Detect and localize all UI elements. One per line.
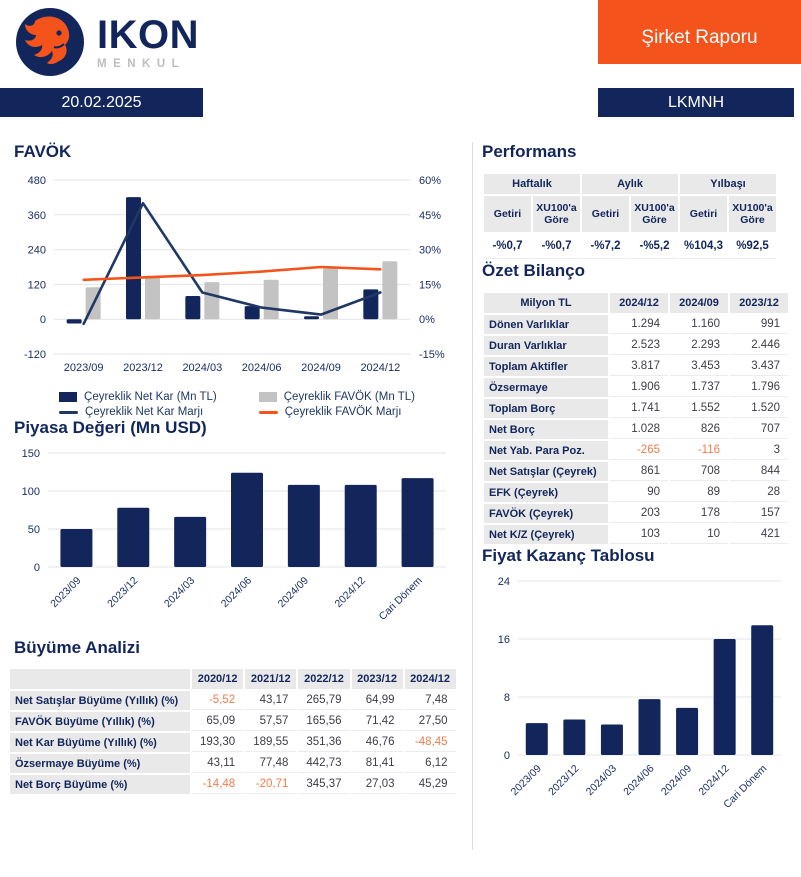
performance-value: -%5,2 [631,234,678,259]
table-row [484,196,776,232]
bar [382,261,397,319]
cell-value: 2.523 [610,336,668,355]
svg-text:2024/03: 2024/03 [161,574,198,610]
svg-text:-15%: -15% [419,349,445,361]
chart-svg [8,443,460,633]
table-row [484,504,788,523]
ticker-badge: LKMNH [598,88,794,117]
cell-value: 442,73 [298,754,349,773]
cell-value: 81,41 [352,754,403,773]
period-group-header: Aylık [582,174,678,194]
cell-value: 43,17 [245,691,296,710]
report-type-badge: Şirket Raporu [598,0,801,64]
column-header: 2022/12 [298,669,349,689]
column-header [10,669,190,689]
svg-text:0: 0 [39,314,46,327]
cell-value: -20,71 [245,775,296,794]
cell-value: 178 [670,504,728,523]
svg-text:240: 240 [27,244,46,257]
table-row [10,669,456,689]
cell-value: 1.796 [730,378,788,397]
cell-value: 708 [670,462,728,481]
cell-value: 2.446 [730,336,788,355]
row-label: Toplam Borç [484,399,608,418]
legend-swatch-icon [59,411,78,414]
bar [288,485,320,567]
cell-value: 351,36 [298,733,349,752]
table-row [484,336,788,355]
row-label: Toplam Aktifler [484,357,608,376]
bar [145,276,160,320]
column-header: 2024/12 [610,293,668,313]
svg-text:480: 480 [27,175,46,187]
svg-text:2024/03: 2024/03 [583,762,620,798]
row-label: Net Satışlar (Çeyrek) [484,462,608,481]
column-header: 2023/12 [352,669,403,689]
table-row [484,378,788,397]
cell-value: 1.028 [610,420,668,439]
bar [402,478,434,567]
metric-header: Getiri [484,196,531,232]
bar [526,723,548,755]
table-row [10,712,456,731]
legend-label: Çeyreklik FAVÖK (Mn TL) [283,391,415,403]
table-row [484,293,788,313]
cell-value: 165,56 [298,712,349,731]
svg-text:2024/06: 2024/06 [218,574,255,610]
svg-text:16: 16 [497,634,510,646]
cell-value: 7,48 [405,691,456,710]
svg-text:60%: 60% [419,175,442,187]
period-group-header: Yılbaşı [680,174,776,194]
metric-header: XU100'a Göre [533,196,580,232]
legend-label: Çeyreklik Net Kar (Mn TL) [84,391,217,403]
svg-text:15%: 15% [419,279,442,292]
metric-header: XU100'a Göre [631,196,678,232]
row-label: Net K/Z (Çeyrek) [484,525,608,544]
cell-value: 3 [730,441,788,460]
svg-text:2024/12: 2024/12 [360,362,401,374]
bar [264,280,279,319]
cell-value: 103 [610,525,668,544]
row-label: Net Kar Büyüme (Yıllık) (%) [10,733,190,752]
svg-text:2023/09: 2023/09 [63,362,104,374]
cell-value: 844 [730,462,788,481]
bar [714,639,736,755]
performance-table [482,172,778,261]
metric-header: Getiri [582,196,629,232]
brand-logo [14,6,199,78]
bar [751,625,773,755]
section-title-performans: Performans [482,142,577,161]
brand-subtitle: MENKUL [97,57,186,70]
table-row [484,174,776,194]
report-date: 20.02.2025 [0,88,203,117]
cell-value: 826 [670,420,728,439]
column-header: 2023/12 [730,293,788,313]
table-row [484,483,788,502]
section-title-buyume: Büyüme Analizi [14,638,140,657]
svg-text:120: 120 [27,279,46,292]
bar [174,517,206,567]
table-row [484,525,788,544]
svg-text:-120: -120 [23,349,46,361]
svg-text:Cari Dönem: Cari Dönem [721,762,770,811]
cell-value: -265 [610,441,668,460]
cell-value: 3.437 [730,357,788,376]
cell-value: 77,48 [245,754,296,773]
svg-text:0: 0 [33,562,40,574]
cell-value: 2.293 [670,336,728,355]
svg-text:2023/12: 2023/12 [105,574,141,610]
legend-item [259,391,415,403]
favok-combo-chart [8,170,466,389]
svg-text:2024/12: 2024/12 [332,574,368,610]
table-row [484,441,788,460]
bar [117,508,149,567]
legend-swatch-icon [259,411,278,414]
performance-value: -%7,2 [582,234,629,259]
svg-text:2024/09: 2024/09 [301,362,341,374]
section-title-favok: FAVÖK [14,142,72,161]
bar [601,725,623,755]
svg-text:2024/06: 2024/06 [241,362,282,374]
row-label: Net Yab. Para Poz. [484,441,608,460]
cell-value: 43,11 [192,754,243,773]
cell-value: 1.520 [730,399,788,418]
cell-value: 46,76 [352,733,403,752]
column-header: 2024/12 [405,669,456,689]
table-row [10,775,456,794]
svg-text:2024/09: 2024/09 [275,574,311,610]
cell-value: -116 [670,441,728,460]
row-label: Duran Varlıklar [484,336,608,355]
cell-value: -48,45 [405,733,456,752]
cell-value: 71,42 [352,712,403,731]
row-label: FAVÖK Büyüme (Yıllık) (%) [10,712,190,731]
performance-value: -%0,7 [533,234,580,259]
bar [639,699,661,755]
bar [676,708,698,755]
svg-text:45%: 45% [419,209,442,222]
cell-value: 157 [730,504,788,523]
svg-text:Cari Dönem: Cari Dönem [376,574,425,623]
bar [563,719,585,755]
svg-text:50: 50 [27,524,40,536]
chart-svg [8,170,460,384]
svg-text:360: 360 [27,209,46,222]
table-row [484,399,788,418]
lion-logo-icon [14,6,86,78]
cell-value: 707 [730,420,788,439]
bar [345,485,377,567]
svg-text:2024/06: 2024/06 [621,762,657,798]
section-title-fk: Fiyat Kazanç Tablosu [482,546,655,565]
row-label: EFK (Çeyrek) [484,483,608,502]
svg-text:2024/12: 2024/12 [696,762,732,798]
bar [67,319,82,323]
bar [185,296,200,319]
svg-text:100: 100 [21,486,40,498]
table-row [10,754,456,773]
right-column [482,142,796,824]
table-row [484,357,788,376]
cell-value: 3.453 [670,357,728,376]
cell-value: 10 [670,525,728,544]
svg-text:30%: 30% [419,244,442,257]
table-row [10,733,456,752]
svg-text:8: 8 [503,692,510,704]
market-cap-chart [8,443,466,638]
cell-value: 1.741 [610,399,668,418]
svg-text:150: 150 [21,448,40,460]
row-label: FAVÖK (Çeyrek) [484,504,608,523]
legend-item [59,406,217,418]
column-header: 2020/12 [192,669,243,689]
cell-value: 189,55 [245,733,296,752]
svg-text:2024/03: 2024/03 [182,362,223,374]
left-column [8,142,466,796]
column-header: Milyon TL [484,293,608,313]
row-label: Net Borç Büyüme (%) [10,775,190,794]
row-label: Özsermaye [484,378,608,397]
cell-value: 64,99 [352,691,403,710]
svg-text:2024/09: 2024/09 [658,762,695,798]
legend-swatch-icon [259,392,277,402]
table-row [484,315,788,334]
cell-value: 90 [610,483,668,502]
bar [245,306,260,319]
column-header: 2024/09 [670,293,728,313]
legend-item [259,406,415,418]
cell-value: 65,09 [192,712,243,731]
chart-svg [482,571,795,819]
cell-value: 861 [610,462,668,481]
brand-name: IKON [97,12,199,57]
svg-text:2023/12: 2023/12 [123,362,163,374]
cell-value: 991 [730,315,788,334]
table-row [484,462,788,481]
svg-text:2023/09: 2023/09 [508,762,544,798]
cell-value: 27,50 [405,712,456,731]
cell-value: 45,29 [405,775,456,794]
row-label: Net Borç [484,420,608,439]
bar [304,316,319,319]
svg-text:0%: 0% [419,314,435,327]
cell-value: 6,12 [405,754,456,773]
svg-text:24: 24 [497,576,510,588]
row-label: Net Satışlar Büyüme (Yıllık) (%) [10,691,190,710]
cell-value: 1.737 [670,378,728,397]
performance-value: -%0,7 [484,234,531,259]
row-label: Özsermaye Büyüme (%) [10,754,190,773]
cell-value: -5,52 [192,691,243,710]
cell-value: 3.817 [610,357,668,376]
row-label: Dönen Varlıklar [484,315,608,334]
bar [60,529,92,567]
cell-value: 1.906 [610,378,668,397]
cell-value: 421 [730,525,788,544]
table-row [484,420,788,439]
column-divider [472,142,473,850]
balance-sheet-table [482,291,790,546]
table-row [484,234,776,259]
cell-value: 1.160 [670,315,728,334]
cell-value: 1.552 [670,399,728,418]
cell-value: 345,37 [298,775,349,794]
section-title-piyasa: Piyasa Değeri (Mn USD) [14,418,207,437]
growth-analysis-table [8,667,458,796]
cell-value: 89 [670,483,728,502]
legend-swatch-icon [59,392,77,402]
performance-value: %104,3 [680,234,727,259]
svg-text:0: 0 [503,750,510,762]
metric-header: Getiri [680,196,727,232]
cell-value: 27,03 [352,775,403,794]
legend-label: Çeyreklik Net Kar Marjı [85,406,204,418]
price-earnings-chart [482,571,796,824]
section-title-bilanco: Özet Bilanço [482,261,585,280]
favok-chart-legend [8,391,466,418]
legend-label: Çeyreklik FAVÖK Marjı [284,406,402,418]
table-row [10,691,456,710]
legend-item [59,391,217,403]
bar [204,282,219,319]
cell-value: 1.294 [610,315,668,334]
period-group-header: Haftalık [484,174,580,194]
svg-text:2023/09: 2023/09 [48,574,84,610]
cell-value: 265,79 [298,691,349,710]
cell-value: 28 [730,483,788,502]
column-header: 2021/12 [245,669,296,689]
cell-value: -14,48 [192,775,243,794]
cell-value: 57,57 [245,712,296,731]
bar [126,197,141,319]
cell-value: 193,30 [192,733,243,752]
svg-text:2023/12: 2023/12 [546,762,582,798]
cell-value: 203 [610,504,668,523]
performance-value: %92,5 [729,234,776,259]
metric-header: XU100'a Göre [729,196,776,232]
bar [231,473,263,567]
